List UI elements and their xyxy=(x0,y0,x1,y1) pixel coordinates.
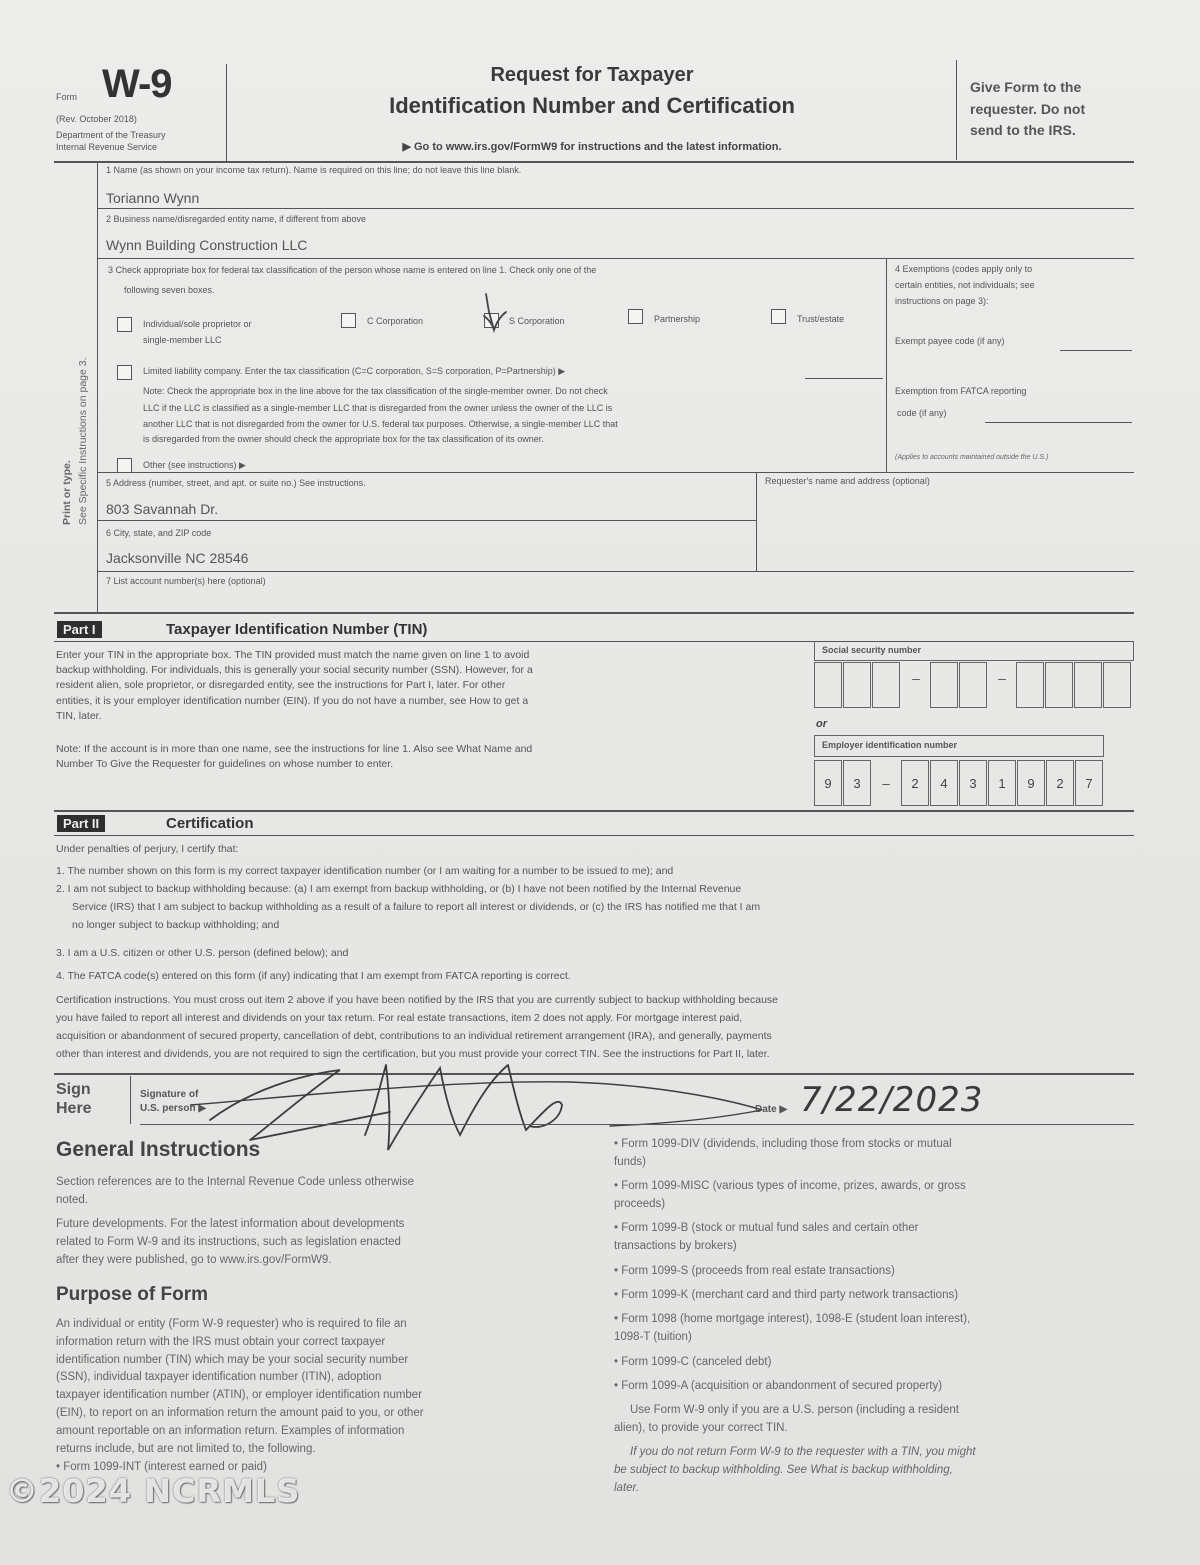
see-instructions-page3: See Specific Instructions on page 3. xyxy=(76,357,89,525)
ssn-digit[interactable] xyxy=(843,662,871,708)
checkbox-other[interactable] xyxy=(117,458,132,473)
cert-item4: 4. The FATCA code(s) entered on this form (if any) indicating that I am exempt from FATCA reporting is correct. xyxy=(56,970,571,982)
line1-label: 1 Name (as shown on your income tax return). Name is required on this line; do not leave this line blank. xyxy=(106,165,522,175)
s-corp-check-mark-icon xyxy=(480,292,510,336)
llc-note-line1: Note: Check the appropriate box in the line above for the tax classification of the single-member owner. Do not check xyxy=(143,386,608,396)
requester-label: Requester's name and address (optional) xyxy=(765,476,930,486)
general-instructions-title: General Instructions xyxy=(56,1138,261,1161)
bullet-1098-2: 1098-T (tuition) xyxy=(614,1330,692,1343)
future-developments xyxy=(56,1216,586,1269)
bullet-1099-k: • Form 1099-K (merchant card and third party network transactions) xyxy=(614,1289,959,1301)
bullet-1098-1: • Form 1098 (home mortgage interest), 1098-E (student loan interest), xyxy=(614,1313,971,1325)
fatca-code-field[interactable] xyxy=(985,422,1132,423)
title-line1: Request for Taxpayer xyxy=(490,64,694,86)
exemptions-line2: certain entities, not individuals; see xyxy=(895,280,1035,290)
sign-word: Sign xyxy=(56,1081,91,1098)
cert-instructions-1: Certification instructions. You must cross out item 2 above if you have been notified by the IRS that you are currently subject to backup withholding because xyxy=(56,994,778,1006)
goto-instructions: ▶ Go to www.irs.gov/FormW9 for instructions and the latest information. xyxy=(402,141,782,153)
sign-here-label xyxy=(56,1080,92,1118)
line3-label-a: 3 Check appropriate box for federal tax classification of the person whose name is entered on line 1. Check only one of the xyxy=(108,265,597,275)
other-label: Other (see instructions) ▶ xyxy=(143,460,246,470)
ssn-digit[interactable] xyxy=(930,662,958,708)
here-word: Here xyxy=(56,1100,92,1118)
line2-label: 2 Business name/disregarded entity name, if different from above xyxy=(106,214,366,224)
purpose-line-6: (EIN), to report on an information return the amount paid to you, or other xyxy=(56,1407,424,1420)
department-line1: Department of the Treasury xyxy=(56,130,166,140)
line5-address-value[interactable]: 803 Savannah Dr. xyxy=(106,501,219,517)
bullet-1099-b-1: • Form 1099-B (stock or mutual fund sales and certain other xyxy=(614,1222,919,1234)
part1-instructions xyxy=(56,648,796,724)
ein-digit[interactable]: 3 xyxy=(959,760,987,806)
purpose-line-1: An individual or entity (Form W-9 requester) who is required to file an xyxy=(56,1318,407,1330)
part1-body-3: resident alien, sole proprietor, or disregarded entity, see the instructions for Part I, later. For other xyxy=(56,679,506,692)
purpose-of-form-title: Purpose of Form xyxy=(56,1284,209,1305)
purpose-line-5: taxpayer identification number (ATIN), or employer identification number xyxy=(56,1389,423,1402)
llc-note-line4: is disregarded from the owner should check the appropriate box for the tax classification of its owner. xyxy=(143,434,544,444)
exemptions-line3: instructions on page 3): xyxy=(895,296,989,306)
bullet-1099-div-2: funds) xyxy=(614,1155,646,1168)
cert-item2b: Service (IRS) that I am subject to backup withholding as a result of a failure to report all interest or dividends, or (c) the IRS has notified me that I am xyxy=(72,901,761,913)
bullet-1099-misc-2: proceeds) xyxy=(614,1197,666,1210)
cert-item3: 3. I am a U.S. citizen or other U.S. person (defined below); and xyxy=(56,947,349,959)
ssn-digit[interactable] xyxy=(959,662,987,708)
line5-label: 5 Address (number, street, and apt. or suite no.) See instructions. xyxy=(106,478,366,488)
part2-tag: Part II xyxy=(57,815,105,832)
ssn-digit[interactable] xyxy=(1016,662,1044,708)
ein-digit[interactable]: 9 xyxy=(814,760,842,806)
line3-label-b: following seven boxes. xyxy=(124,285,215,295)
cert-instructions-4: other than interest and dividends, you are not required to sign the certification, but you must provide your correct TIN. See the instructions for Part II, later. xyxy=(56,1048,770,1060)
future-developments-3: after they were published, go to www.irs.gov/FormW9. xyxy=(56,1253,332,1266)
cert-item2c: no longer subject to backup withholding; and xyxy=(72,919,280,931)
checkbox-llc[interactable] xyxy=(117,365,132,380)
future-developments-2: related to Form W-9 and its instructions, such as legislation enacted xyxy=(56,1235,401,1248)
bullet-1099-s: • Form 1099-S (proceeds from real estate transactions) xyxy=(614,1265,895,1277)
cert-item1: 1. The number shown on this form is my correct taxpayer identification number (or I am waiting for a number to be issued to me); and xyxy=(56,865,674,877)
purpose-line-7: amount reportable on an information return. Examples of information xyxy=(56,1424,405,1437)
part1-note xyxy=(56,742,796,772)
date-label: Date ▶ xyxy=(755,1104,788,1115)
ein-digit[interactable]: 3 xyxy=(843,760,871,806)
line6-label: 6 City, state, and ZIP code xyxy=(106,528,212,538)
ssn-digit[interactable] xyxy=(1103,662,1131,708)
give-form-line1: Give Form to the xyxy=(970,79,1082,95)
checkbox-trust-estate[interactable] xyxy=(771,309,786,324)
future-developments-1: Future developments. For the latest information about developments xyxy=(56,1218,405,1230)
use-form-w9-1: Use Form W-9 only if you are a U.S. person (including a resident xyxy=(630,1404,959,1416)
bullet-1099-c: • Form 1099-C (canceled debt) xyxy=(614,1356,772,1368)
ein-digit[interactable]: 9 xyxy=(1017,760,1045,806)
exempt-payee-label: Exempt payee code (if any) xyxy=(895,336,1005,346)
department-line2: Internal Revenue Service xyxy=(56,142,158,152)
ncrmls-watermark: ©2024 NCRMLS xyxy=(6,1472,301,1510)
llc-label: Limited liability company. Enter the tax classification (C=C corporation, S=S corporation, P=Partnership) ▶ xyxy=(143,366,566,376)
purpose-line-9: • Form 1099-INT (interest earned or paid) xyxy=(56,1460,267,1473)
bullet-1099-b-2: transactions by brokers) xyxy=(614,1239,737,1252)
signature-of: Signature of xyxy=(140,1089,199,1100)
backup-withholding-paragraph xyxy=(614,1444,1134,1497)
bullet-1099-a: • Form 1099-A (acquisition or abandonment of secured property) xyxy=(614,1380,943,1392)
line2-business-value[interactable]: Wynn Building Construction LLC xyxy=(106,237,308,253)
date-value[interactable]: 7/22/2023 xyxy=(800,1080,984,1120)
cert-intro: Under penalties of perjury, I certify that: xyxy=(56,843,239,855)
cert-instructions-3: acquisition or abandonment of secured property, cancellation of debt, contributions to an individual retirement arrangement (IRA), and generally, payments xyxy=(56,1030,772,1042)
backup-withholding-2: be subject to backup withholding. See What is backup withholding, xyxy=(614,1463,953,1476)
section-references-1: Section references are to the Internal Revenue Code unless otherwise xyxy=(56,1176,414,1188)
ssn-digit[interactable] xyxy=(1045,662,1073,708)
llc-note-line3: another LLC that is not disregarded from the owner for U.S. federal tax purposes. Otherwise, a single-member LLC that xyxy=(143,419,618,429)
fatca-label-line2: code (if any) xyxy=(897,408,947,418)
bullet-1099-misc xyxy=(614,1178,1134,1214)
llc-note-line2: LLC if the LLC is classified as a single-member LLC that is disregarded from the owner unless the owner of the LLC is xyxy=(143,403,613,413)
purpose-line-4: (SSN), individual taxpayer identification number (ITIN), adoption xyxy=(56,1371,382,1384)
ein-digit[interactable]: 1 xyxy=(988,760,1016,806)
checkbox-individual-label-b: single-member LLC xyxy=(143,335,222,345)
part1-note-2: Number To Give the Requester for guidelines on whose number to enter. xyxy=(56,758,394,771)
ein-digit[interactable]: 4 xyxy=(930,760,958,806)
form-revision: (Rev. October 2018) xyxy=(56,114,137,124)
cert-instructions-2: you have failed to report all interest and dividends on your tax return. For real estate transactions, item 2 does not apply. For mortgage interest paid, xyxy=(56,1012,743,1024)
fatca-label-line1: Exemption from FATCA reporting xyxy=(895,386,1027,396)
part1-note-1: Note: If the account is in more than one name, see the instructions for line 1. Also see What Name and xyxy=(56,743,533,755)
ein-digit[interactable]: 2 xyxy=(901,760,929,806)
form-word: Form xyxy=(56,92,77,102)
llc-classification-field[interactable] xyxy=(805,378,883,379)
checkbox-c-corporation[interactable] xyxy=(341,313,356,328)
checkbox-individual[interactable] xyxy=(117,317,132,332)
part1-body-1: Enter your TIN in the appropriate box. The TIN provided must match the name given on line 1 to avoid xyxy=(56,649,530,661)
print-or-type-label xyxy=(60,165,92,525)
bullet-1099-div xyxy=(614,1136,1134,1172)
part1-tag: Part I xyxy=(57,621,102,638)
backup-withholding-1: If you do not return Form W-9 to the requester with a TIN, you might xyxy=(630,1446,976,1458)
bullet-1099-b xyxy=(614,1220,1134,1256)
ssn-digit[interactable] xyxy=(814,662,842,708)
use-form-w9-2: alien), to provide your correct TIN. xyxy=(614,1421,788,1434)
fatca-applies-note: (Applies to accounts maintained outside the U.S.) xyxy=(895,454,1049,461)
part1-body-5: TIN, later. xyxy=(56,709,102,722)
give-form-line2: requester. Do not xyxy=(970,100,1086,117)
ssn-digit[interactable] xyxy=(872,662,900,708)
section-references xyxy=(56,1174,586,1210)
part1-body-4: entities, it is your employer identification number (EIN). If you do not have a number, see How to get a xyxy=(56,694,529,707)
exempt-payee-field[interactable] xyxy=(1060,350,1132,351)
checkbox-trust-estate-label: Trust/estate xyxy=(797,314,845,324)
ssn-dash: – xyxy=(912,670,920,686)
give-form-line3: send to the IRS. xyxy=(970,122,1076,139)
purpose-line-3: identification number (TIN) which may be your social security number xyxy=(56,1353,409,1366)
section-references-2: noted. xyxy=(56,1193,88,1206)
backup-withholding-3: later. xyxy=(614,1481,640,1494)
checkbox-partnership[interactable] xyxy=(628,309,643,324)
checkbox-c-corporation-label: C Corporation xyxy=(367,316,424,326)
bullet-1099-misc-1: • Form 1099-MISC (various types of income, prizes, awards, or gross xyxy=(614,1180,966,1192)
checkbox-partnership-label: Partnership xyxy=(654,314,701,324)
part1-body-2: backup withholding. For individuals, this is generally your social security number (SSN). However, for a xyxy=(56,664,533,677)
or-label: or xyxy=(816,718,827,730)
ein-digit[interactable]: 7 xyxy=(1075,760,1103,806)
ein-dash: – xyxy=(882,776,890,791)
ein-label: Employer identification number xyxy=(822,740,958,750)
ssn-digit[interactable] xyxy=(1074,662,1102,708)
print-or-type: Print or type. xyxy=(61,460,73,525)
part1-title: Taxpayer Identification Number (TIN) xyxy=(166,621,428,638)
ssn-dash: – xyxy=(998,670,1006,686)
purpose-line-2: information return with the IRS must obtain your correct taxpayer xyxy=(56,1335,386,1348)
cert-item2a: 2. I am not subject to backup withholding because: (a) I am exempt from backup withholding, or (b) I have not been notified by the Internal Revenue xyxy=(56,883,742,895)
line7-label: 7 List account number(s) here (optional) xyxy=(106,576,266,586)
use-form-w9-paragraph xyxy=(614,1402,1134,1438)
purpose-of-form-text xyxy=(56,1316,586,1476)
give-form-note xyxy=(970,77,1085,142)
line6-city-value[interactable]: Jacksonville NC 28546 xyxy=(106,550,249,566)
form-number: W-9 xyxy=(102,62,172,106)
title-line2: Identification Number and Certification xyxy=(389,93,795,118)
line1-name-value[interactable]: Torianno Wynn xyxy=(106,190,200,206)
ein-digit[interactable]: 2 xyxy=(1046,760,1074,806)
checkbox-s-corporation-label: S Corporation xyxy=(509,316,565,326)
exemptions-line1: 4 Exemptions (codes apply only to xyxy=(895,264,1033,274)
part2-title: Certification xyxy=(166,815,254,832)
purpose-line-8: returns include, but are not limited to, the following. xyxy=(56,1442,316,1455)
ssn-label: Social security number xyxy=(822,645,922,655)
bullet-1099-div-1: • Form 1099-DIV (dividends, including those from stocks or mutual xyxy=(614,1138,952,1150)
checkbox-individual-label-a: Individual/sole proprietor or xyxy=(143,319,252,329)
us-person: U.S. person ▶ xyxy=(140,1103,207,1114)
bullet-1098 xyxy=(614,1311,1134,1347)
